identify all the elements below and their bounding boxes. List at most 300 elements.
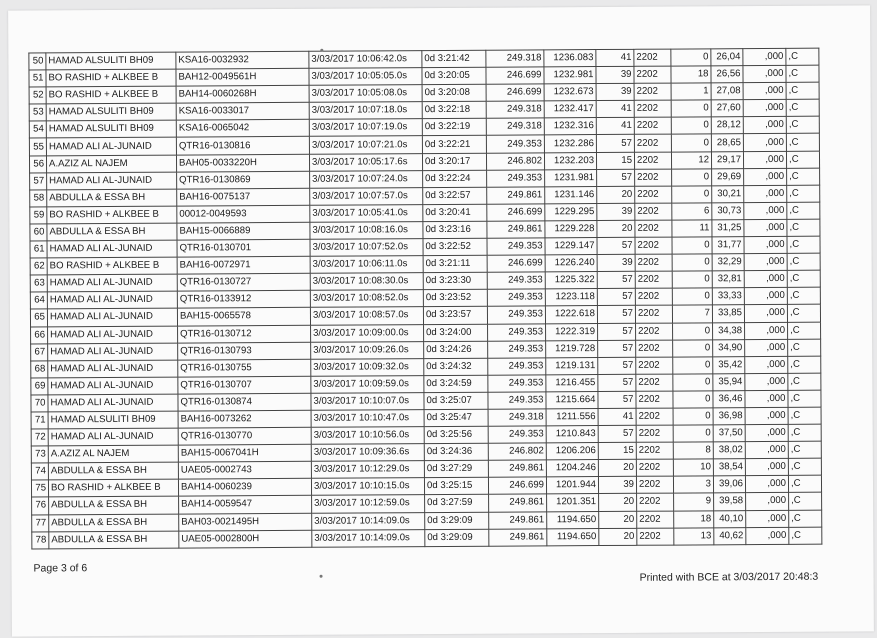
value-cell: ,000 [745,390,788,407]
arrival-time-cell: 3/03/2017 10:07:19.0s [309,119,422,137]
club-code-cell: 2202 [635,254,672,271]
distance-cell: 246.699 [488,477,546,494]
value-cell: ,000 [745,442,788,459]
points-cell: 0 [673,374,713,391]
rank-cell: 51 [29,70,46,87]
arrival-time-cell: 3/03/2017 10:05:17.6s [309,153,422,171]
speed-cell: 1232.203 [544,152,596,169]
entry-count-cell: 20 [599,528,637,545]
flight-duration-cell: 0d 3:27:59 [425,495,489,512]
speed-cell: 1232.286 [544,135,596,152]
owner-name-cell: HAMAD ALSULITI BH09 [48,411,178,429]
arrival-time-cell: 3/03/2017 10:05:05.0s [309,68,422,86]
ring-number-cell: QTR16-0130770 [178,427,311,445]
rank-cell: 69 [31,378,48,395]
club-code-cell: 2202 [637,494,674,511]
entry-count-cell: 15 [596,152,634,169]
club-code-cell: 2202 [635,220,672,237]
club-code-cell: 2202 [636,425,673,442]
club-code-cell: 2202 [637,511,674,528]
distance-cell: 249.318 [486,118,544,135]
entry-count-cell: 41 [596,118,634,135]
extra-cell: ,C [788,390,821,407]
points-cell: 0 [673,425,713,442]
entry-count-cell: 57 [598,425,636,442]
value-cell: ,000 [743,117,786,134]
owner-name-cell: HAMAD ALSULITI BH09 [46,103,176,121]
points-cell: 6 [672,203,712,220]
owner-name-cell: A.AZIZ AL NAJEM [46,155,176,173]
extra-cell: ,C [789,510,822,527]
ring-number-cell: BAH16-0072971 [177,256,310,274]
distance-cell: 249.353 [487,170,545,187]
points-cell: 0 [673,391,713,408]
rank-cell: 63 [30,275,47,292]
coefficient-cell: 39,06 [713,476,745,493]
ring-number-cell: BAH14-0059547 [179,496,312,514]
coefficient-cell: 27,60 [711,100,743,117]
coefficient-cell: 40,62 [714,527,746,544]
extra-cell: ,C [788,373,821,390]
coefficient-cell: 38,02 [713,442,745,459]
speed-cell: 1232.417 [544,101,596,118]
ring-number-cell: BAH16-0075137 [177,188,310,206]
rank-cell: 73 [31,446,48,463]
club-code-cell: 2202 [634,152,671,169]
points-cell: 18 [674,510,714,527]
table-row [32,527,822,549]
points-cell: 13 [674,527,714,544]
club-code-cell: 2202 [636,476,673,493]
speed-cell: 1211.556 [546,409,598,426]
flight-duration-cell: 0d 3:29:09 [425,512,489,529]
value-cell: ,000 [744,288,787,305]
extra-cell: ,C [788,476,821,493]
extra-cell: ,C [786,82,819,99]
flight-duration-cell: 0d 3:22:18 [422,102,486,119]
owner-name-cell: HAMAD ALI AL-JUNAID [47,291,177,309]
owner-name-cell: HAMAD ALI AL-JUNAID [48,343,178,361]
speed-cell: 1226.240 [545,255,597,272]
ring-number-cell: KSA16-0065042 [176,120,309,138]
points-cell: 1 [671,83,711,100]
arrival-time-cell: 3/03/2017 10:05:08.0s [309,85,422,103]
distance-cell: 249.353 [487,238,545,255]
arrival-time-cell: 3/03/2017 10:07:18.0s [309,102,422,120]
extra-cell: ,C [786,134,819,151]
coefficient-cell: 36,98 [713,408,745,425]
points-cell: 0 [673,408,713,425]
arrival-time-cell: 3/03/2017 10:08:30.0s [310,273,423,291]
owner-name-cell: HAMAD ALI AL-JUNAID [47,172,177,190]
coefficient-cell: 31,25 [712,220,744,237]
distance-cell: 249.353 [487,306,545,323]
points-cell: 7 [672,305,712,322]
speed-cell: 1232.316 [544,118,596,135]
arrival-time-cell: 3/03/2017 10:09:26.0s [311,341,424,359]
arrival-time-cell: 3/03/2017 10:09:32.0s [311,358,424,376]
extra-cell: ,C [787,236,820,253]
extra-cell: ,C [786,151,819,168]
arrival-time-cell: 3/03/2017 10:07:52.0s [310,239,423,257]
ring-number-cell: UAE05-0002743 [178,462,311,480]
value-cell: ,000 [744,271,787,288]
entry-count-cell: 20 [597,186,635,203]
entry-count-cell: 57 [597,169,635,186]
flight-duration-cell: 0d 3:25:47 [424,409,488,426]
entry-count-cell: 41 [596,101,634,118]
entry-count-cell: 57 [597,306,635,323]
distance-cell: 249.353 [488,340,546,357]
owner-name-cell: HAMAD ALSULITI BH09 [46,120,176,138]
club-code-cell: 2202 [634,100,671,117]
rank-cell: 78 [32,532,49,549]
owner-name-cell: BO RASHID + ALKBEE B [47,206,177,224]
extra-cell: ,C [787,270,820,287]
entry-count-cell: 57 [597,237,635,254]
arrival-time-cell: 3/03/2017 10:06:42.0s [309,51,422,69]
points-cell: 0 [671,134,711,151]
owner-name-cell: ABDULLA & ESSA BH [49,514,179,532]
distance-cell: 249.861 [487,187,545,204]
owner-name-cell: ABDULLA & ESSA BH [48,462,178,480]
arrival-time-cell: 3/03/2017 10:07:24.0s [310,170,423,188]
distance-cell: 249.353 [488,392,546,409]
ring-number-cell: BAH16-0073262 [178,410,311,428]
coefficient-cell: 34,90 [713,339,745,356]
arrival-time-cell: 3/03/2017 10:09:36.6s [311,444,424,462]
distance-cell: 249.861 [488,460,546,477]
rank-cell: 76 [32,497,49,514]
club-code-cell: 2202 [636,323,673,340]
flight-duration-cell: 0d 3:23:52 [423,290,487,307]
flight-duration-cell: 0d 3:24:00 [424,324,488,341]
flight-duration-cell: 0d 3:24:36 [424,443,488,460]
flight-duration-cell: 0d 3:23:16 [423,221,487,238]
extra-cell: ,C [787,219,820,236]
value-cell: ,000 [745,373,788,390]
rank-cell: 68 [31,361,48,378]
rank-cell: 56 [29,155,46,172]
ring-number-cell: BAH05-0033220H [176,154,309,172]
distance-cell: 246.699 [486,67,544,84]
coefficient-cell: 33,33 [712,288,744,305]
coefficient-cell: 32,81 [712,271,744,288]
ring-number-cell: UAE05-0002800H [179,530,312,548]
extra-cell: ,C [788,441,821,458]
extra-cell: ,C [787,202,820,219]
points-cell: 0 [673,357,713,374]
speed-cell: 1222.618 [545,306,597,323]
owner-name-cell: HAMAD ALI AL-JUNAID [48,326,178,344]
speed-cell: 1225.322 [545,272,597,289]
value-cell: ,000 [746,493,789,510]
ring-number-cell: BAH15-0065578 [177,308,310,326]
arrival-time-cell: 3/03/2017 10:10:47.0s [311,410,424,428]
rank-cell: 58 [30,190,47,207]
extra-cell: ,C [786,48,819,65]
rank-cell: 53 [29,104,46,121]
rank-cell: 72 [31,429,48,446]
value-cell: ,000 [743,48,786,65]
speed-cell: 1232.981 [544,67,596,84]
ring-number-cell: QTR16-0130816 [176,137,309,155]
points-cell: 0 [672,271,712,288]
speed-cell: 1204.246 [546,460,598,477]
owner-name-cell: HAMAD ALI AL-JUNAID [47,274,177,292]
distance-cell: 249.353 [488,426,546,443]
ring-number-cell: 00012-0049593 [177,205,310,223]
extra-cell: ,C [787,305,820,322]
points-cell: 18 [671,66,711,83]
distance-cell: 246.802 [488,443,546,460]
flight-duration-cell: 0d 3:23:30 [423,272,487,289]
ring-number-cell: QTR16-0130793 [178,342,311,360]
coefficient-cell: 34,38 [713,322,745,339]
flight-duration-cell: 0d 3:22:21 [422,136,486,153]
entry-count-cell: 20 [599,511,637,528]
arrival-time-cell: 3/03/2017 10:07:57.0s [310,187,423,205]
coefficient-cell: 35,42 [713,356,745,373]
flight-duration-cell: 0d 3:24:59 [424,375,488,392]
points-cell: 9 [674,493,714,510]
arrival-time-cell: 3/03/2017 10:12:29.0s [311,461,424,479]
value-cell: ,000 [744,185,787,202]
extra-cell: ,C [787,168,820,185]
owner-name-cell: A.AZIZ AL NAJEM [48,445,178,463]
ring-number-cell: QTR16-0130707 [178,376,311,394]
owner-name-cell: HAMAD ALI AL-JUNAID [47,309,177,327]
club-code-cell: 2202 [636,459,673,476]
scanned-page [8,5,874,636]
rank-cell: 71 [31,412,48,429]
entry-count-cell: 39 [596,84,634,101]
speed-cell: 1236.083 [544,50,596,67]
value-cell: ,000 [744,305,787,322]
rank-cell: 52 [29,87,46,104]
ring-number-cell: BAH14-0060239 [178,479,311,497]
speed-cell: 1219.131 [546,357,598,374]
points-cell: 0 [673,322,713,339]
speed-cell: 1223.118 [545,289,597,306]
print-stamp: Printed with BCE at 3/03/2017 20:48:3 [639,570,819,584]
entry-count-cell: 57 [597,272,635,289]
rank-cell: 59 [30,207,47,224]
extra-cell: ,C [787,253,820,270]
distance-cell: 249.353 [488,358,546,375]
entry-count-cell: 39 [596,66,634,83]
points-cell: 0 [672,288,712,305]
club-code-cell: 2202 [636,357,673,374]
rank-cell: 60 [30,224,47,241]
points-cell: 0 [671,49,711,66]
points-cell: 10 [673,459,713,476]
arrival-time-cell: 3/03/2017 10:07:21.0s [309,136,422,154]
club-code-cell: 2202 [635,271,672,288]
ring-number-cell: QTR16-0130727 [177,274,310,292]
club-code-cell: 2202 [635,169,672,186]
ring-number-cell: BAH03-0021495H [179,513,312,531]
coefficient-cell: 33,85 [712,305,744,322]
flight-duration-cell: 0d 3:22:19 [422,119,486,136]
rank-cell: 57 [30,173,47,190]
entry-count-cell: 57 [597,289,635,306]
club-code-cell: 2202 [635,186,672,203]
flight-duration-cell: 0d 3:24:32 [424,358,488,375]
ring-number-cell: QTR16-0130874 [178,393,311,411]
rank-cell: 65 [30,309,47,326]
entry-count-cell: 57 [598,357,636,374]
flight-duration-cell: 0d 3:27:29 [424,460,488,477]
value-cell: ,000 [745,459,788,476]
coefficient-cell: 27,08 [711,83,743,100]
arrival-time-cell: 3/03/2017 10:14:09.0s [312,529,425,547]
value-cell: ,000 [745,476,788,493]
scan-speck [320,575,323,578]
arrival-time-cell: 3/03/2017 10:06:11.0s [310,256,423,274]
ring-number-cell: QTR16-0130869 [177,171,310,189]
flight-duration-cell: 0d 3:25:07 [424,392,488,409]
points-cell: 0 [671,100,711,117]
ring-number-cell: KSA16-0032932 [176,51,309,69]
club-code-cell: 2202 [634,83,671,100]
distance-cell: 249.353 [487,272,545,289]
points-cell: 3 [673,476,713,493]
coefficient-cell: 29,17 [711,151,743,168]
owner-name-cell: HAMAD ALI AL-JUNAID [47,240,177,258]
flight-duration-cell: 0d 3:20:05 [422,67,486,84]
distance-cell: 249.318 [486,101,544,118]
value-cell: ,000 [746,510,789,527]
points-cell: 12 [671,151,711,168]
owner-name-cell: HAMAD ALI AL-JUNAID [46,138,176,156]
extra-cell: ,C [788,339,821,356]
coefficient-cell: 26,04 [711,49,743,66]
speed-cell: 1231.981 [545,169,597,186]
distance-cell: 246.802 [486,152,544,169]
speed-cell: 1194.650 [547,528,599,545]
extra-cell: ,C [788,424,821,441]
distance-cell: 249.353 [487,289,545,306]
flight-duration-cell: 0d 3:25:56 [424,426,488,443]
coefficient-cell: 38,54 [713,459,745,476]
coefficient-cell: 31,77 [712,237,744,254]
extra-cell: ,C [786,65,819,82]
extra-cell: ,C [788,407,821,424]
entry-count-cell: 57 [598,340,636,357]
extra-cell: ,C [788,322,821,339]
owner-name-cell: BO RASHID + ALKBEE B [46,86,176,104]
value-cell: ,000 [745,322,788,339]
flight-duration-cell: 0d 3:22:57 [423,187,487,204]
extra-cell: ,C [789,527,822,544]
coefficient-cell: 35,94 [713,373,745,390]
club-code-cell: 2202 [634,66,671,83]
entry-count-cell: 57 [598,391,636,408]
speed-cell: 1229.228 [545,220,597,237]
value-cell: ,000 [745,407,788,424]
entry-count-cell: 20 [597,220,635,237]
entry-count-cell: 39 [597,254,635,271]
owner-name-cell: ABDULLA & ESSA BH [49,497,179,515]
speed-cell: 1206.206 [546,443,598,460]
owner-name-cell: ABDULLA & ESSA BH [49,531,179,549]
arrival-time-cell: 3/03/2017 10:10:15.0s [311,478,424,496]
owner-name-cell: HAMAD ALSULITI BH09 [46,52,176,70]
value-cell: ,000 [745,424,788,441]
distance-cell: 249.861 [487,221,545,238]
arrival-time-cell: 3/03/2017 10:10:56.0s [311,427,424,445]
coefficient-cell: 26,56 [711,66,743,83]
arrival-time-cell: 3/03/2017 10:08:52.0s [310,290,423,308]
value-cell: ,000 [746,527,789,544]
value-cell: ,000 [744,254,787,271]
extra-cell: ,C [787,185,820,202]
points-cell: 0 [672,254,712,271]
points-cell: 0 [672,169,712,186]
entry-count-cell: 39 [598,477,636,494]
club-code-cell: 2202 [636,374,673,391]
extra-cell: ,C [788,458,821,475]
flight-duration-cell: 0d 3:29:09 [425,529,489,546]
distance-cell: 249.861 [489,494,547,511]
distance-cell: 249.861 [489,511,547,528]
scan-speck [320,49,323,52]
value-cell: ,000 [745,356,788,373]
rank-cell: 64 [30,292,47,309]
results-table [28,48,822,550]
flight-duration-cell: 0d 3:22:24 [423,170,487,187]
arrival-time-cell: 3/03/2017 10:14:09.0s [312,512,425,530]
entry-count-cell: 41 [596,49,634,66]
entry-count-cell: 15 [598,442,636,459]
points-cell: 0 [671,117,711,134]
value-cell: ,000 [743,134,786,151]
speed-cell: 1231.146 [545,186,597,203]
ring-number-cell: BAH15-0066889 [177,222,310,240]
ring-number-cell: BAH14-0060268H [176,85,309,103]
value-cell: ,000 [743,65,786,82]
rank-cell: 74 [31,463,48,480]
rank-cell: 55 [29,138,46,155]
arrival-time-cell: 3/03/2017 10:09:00.0s [311,324,424,342]
distance-cell: 249.353 [486,135,544,152]
extra-cell: ,C [788,356,821,373]
distance-cell: 249.318 [486,50,544,67]
coefficient-cell: 36,46 [713,391,745,408]
distance-cell: 246.699 [487,204,545,221]
points-cell: 8 [673,442,713,459]
distance-cell: 249.353 [488,375,546,392]
flight-duration-cell: 0d 3:22:52 [423,238,487,255]
club-code-cell: 2202 [635,237,672,254]
coefficient-cell: 30,21 [712,185,744,202]
value-cell: ,000 [744,219,787,236]
flight-duration-cell: 0d 3:23:57 [423,307,487,324]
entry-count-cell: 39 [597,203,635,220]
distance-cell: 249.318 [488,409,546,426]
arrival-time-cell: 3/03/2017 10:12:59.0s [312,495,425,513]
rank-cell: 75 [31,480,48,497]
value-cell: ,000 [743,83,786,100]
extra-cell: ,C [786,117,819,134]
club-code-cell: 2202 [636,391,673,408]
flight-duration-cell: 0d 3:25:15 [424,478,488,495]
speed-cell: 1229.295 [545,203,597,220]
club-code-cell: 2202 [636,340,673,357]
club-code-cell: 2202 [634,117,671,134]
owner-name-cell: HAMAD ALI AL-JUNAID [48,360,178,378]
